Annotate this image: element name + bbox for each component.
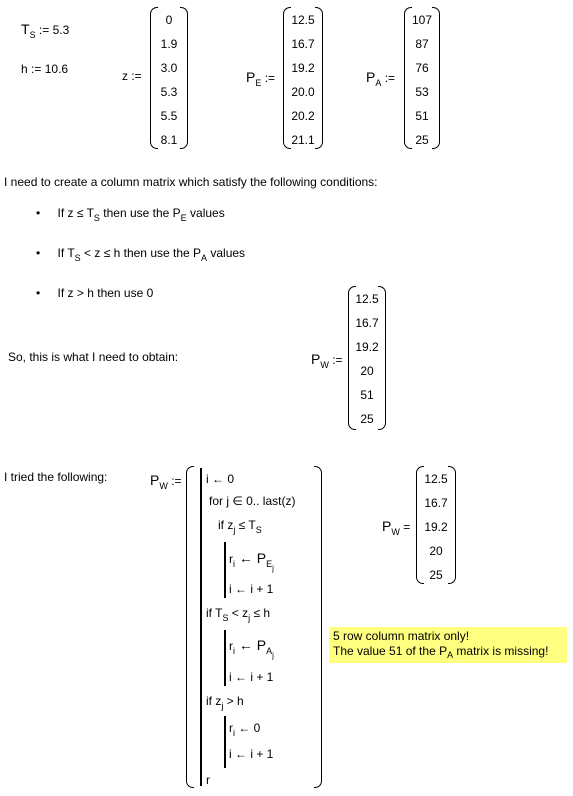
prog-text: ≤ T (235, 518, 256, 532)
assign-op: := (31, 62, 42, 76)
prog-sub: S (255, 525, 262, 535)
ts-sub: S (29, 30, 36, 40)
prog-text: < z (228, 606, 249, 620)
pa-sub: A (375, 78, 382, 88)
pw-sub: W (320, 360, 329, 370)
condition-1 (36, 206, 225, 223)
matrix-cell: 107 (411, 13, 433, 27)
program-bar (200, 468, 202, 786)
prog-sub: j (221, 701, 224, 711)
assign-op: := (171, 474, 182, 488)
z-var: z (122, 69, 128, 83)
prog-line-10 (229, 721, 261, 738)
prog-subsub: j (272, 564, 274, 573)
condition-text: If T (57, 246, 75, 260)
matrix-cell: 20.2 (291, 109, 315, 123)
pw-result-label (382, 518, 411, 537)
pa-label (366, 69, 396, 88)
prog-line-7 (229, 637, 274, 660)
pa-matrix (404, 7, 440, 149)
prog-line-9 (206, 694, 244, 711)
intro-text: I need to create a column matrix which satisfy the following conditions: (4, 175, 378, 189)
condition-text: < z ≤ h then use the P (80, 246, 202, 260)
prog-text: if T (206, 606, 223, 620)
matrix-cell: 53 (415, 85, 429, 99)
matrix-cell: 20 (360, 364, 374, 378)
prog-sub: i (233, 728, 235, 738)
prog-sub: j (248, 613, 251, 623)
prog-line-8: i ← i + 1 (229, 670, 274, 684)
prog-text: if z (206, 694, 222, 708)
assign-op: := (38, 23, 50, 37)
obtain-text: So, this is what I need to obtain: (8, 350, 179, 364)
bullet: • (36, 286, 41, 300)
pw-result-cells (416, 472, 456, 592)
matrix-cell: 8.1 (160, 133, 178, 147)
inner-bar-1 (224, 542, 226, 598)
assign-op: := (332, 353, 343, 367)
prog-text: if z (218, 518, 234, 532)
matrix-cell: 87 (415, 37, 429, 51)
matrix-cell: 0 (165, 13, 173, 27)
pw-program-label (150, 472, 182, 491)
z-matrix (150, 7, 188, 149)
pe-cells (283, 13, 323, 157)
pw-var: P (311, 351, 321, 367)
matrix-cell: 19.2 (291, 61, 315, 75)
matrix-cell: 19.2 (424, 520, 448, 534)
pw-result-matrix (416, 466, 456, 584)
condition-sub: A (201, 253, 208, 263)
pa-cells (404, 13, 440, 157)
matrix-cell: 16.7 (424, 496, 448, 510)
ts-definition (21, 21, 70, 40)
prog-text: ← P (235, 550, 267, 566)
bullet: • (36, 206, 41, 220)
matrix-cell: 3.0 (160, 61, 178, 75)
ts-value: 5.3 (52, 23, 70, 37)
prog-text: > h (223, 694, 244, 708)
condition-sub: E (180, 213, 187, 223)
matrix-cell: 51 (415, 109, 429, 123)
prog-line-1: i ← 0 (206, 472, 235, 486)
equals-op: = (403, 520, 411, 534)
matrix-cell: 25 (415, 133, 429, 147)
prog-sub: j (233, 525, 236, 535)
missing-value-note (329, 627, 567, 663)
pw-target-cells (348, 292, 386, 436)
matrix-cell: 25 (429, 568, 443, 582)
prog-line-4 (229, 550, 274, 573)
matrix-cell: 76 (415, 61, 429, 75)
assign-op: := (131, 69, 142, 83)
ts-var: T (21, 21, 30, 37)
z-label (122, 69, 142, 83)
note-sub: A (447, 650, 454, 660)
matrix-cell: 16.7 (355, 316, 379, 330)
matrix-cell: 25 (360, 412, 374, 426)
prog-subsub: j (272, 651, 274, 660)
matrix-cell: 1.9 (160, 37, 178, 51)
condition-text: values (186, 206, 225, 220)
bullet: • (36, 246, 41, 260)
prog-sub: i (233, 646, 235, 656)
prog-sub: A (266, 646, 273, 656)
prog-text: ≤ h (250, 606, 271, 620)
condition-text: If z > h then use 0 (57, 286, 154, 300)
note-line-2 (333, 644, 563, 660)
pe-var: P (246, 69, 256, 85)
matrix-cell: 12.5 (424, 472, 448, 486)
tried-text: I tried the following: (4, 470, 108, 484)
inner-bar-3 (224, 716, 226, 768)
pe-label (246, 69, 276, 88)
z-cells (150, 13, 188, 157)
prog-text: r (229, 721, 233, 735)
note-line-1: 5 row column matrix only! (333, 629, 470, 643)
pw-obtain-label (311, 351, 343, 370)
matrix-cell: 20 (429, 544, 443, 558)
prog-text: r (229, 639, 233, 653)
prog-text: ← 0 (235, 721, 261, 735)
matrix-cell: 21.1 (291, 133, 315, 147)
prog-line-11: i ← i + 1 (229, 747, 274, 761)
condition-3 (36, 286, 153, 300)
condition-text: then use the P (99, 206, 181, 220)
matrix-cell: 12.5 (355, 292, 379, 306)
note-text: matrix is missing! (453, 644, 549, 658)
note-text: The value 51 of the P (333, 644, 448, 658)
pe-matrix (283, 7, 323, 149)
condition-2 (36, 246, 246, 263)
pw-var: P (150, 472, 160, 488)
prog-sub: i (233, 559, 235, 569)
pw-var: P (382, 518, 392, 534)
inner-bar-2 (224, 630, 226, 686)
condition-sub: S (93, 213, 100, 223)
assign-op: := (384, 71, 396, 85)
left-bracket (186, 466, 194, 788)
prog-sub: S (222, 613, 229, 623)
prog-line-12: r (206, 773, 210, 787)
pw-sub: W (159, 481, 168, 491)
assign-op: := (264, 71, 276, 85)
h-definition (21, 62, 68, 76)
matrix-cell: 5.5 (160, 109, 178, 123)
matrix-cell: 5.3 (160, 85, 178, 99)
prog-line-6 (206, 606, 271, 623)
program-block (186, 466, 322, 788)
pe-sub: E (255, 78, 262, 88)
pw-sub: W (391, 527, 400, 537)
condition-sub: S (74, 253, 81, 263)
prog-line-2: for j ∈ 0.. last(z) (209, 494, 296, 508)
matrix-cell: 20.0 (291, 85, 315, 99)
matrix-cell: 16.7 (291, 37, 315, 51)
matrix-cell: 19.2 (355, 340, 379, 354)
pa-var: P (366, 69, 376, 85)
prog-sub: E (266, 559, 273, 569)
h-value: 10.6 (44, 62, 69, 76)
pw-target-matrix (348, 286, 386, 430)
h-var: h (21, 62, 28, 76)
condition-text: values (207, 246, 246, 260)
matrix-cell: 51 (360, 388, 374, 402)
prog-text: ← P (235, 637, 267, 653)
right-bracket (314, 466, 322, 788)
prog-line-3 (218, 518, 262, 535)
matrix-cell: 12.5 (291, 13, 315, 27)
condition-text: If z ≤ T (57, 206, 94, 220)
prog-text: r (229, 552, 233, 566)
prog-line-5: i ← i + 1 (229, 582, 274, 596)
